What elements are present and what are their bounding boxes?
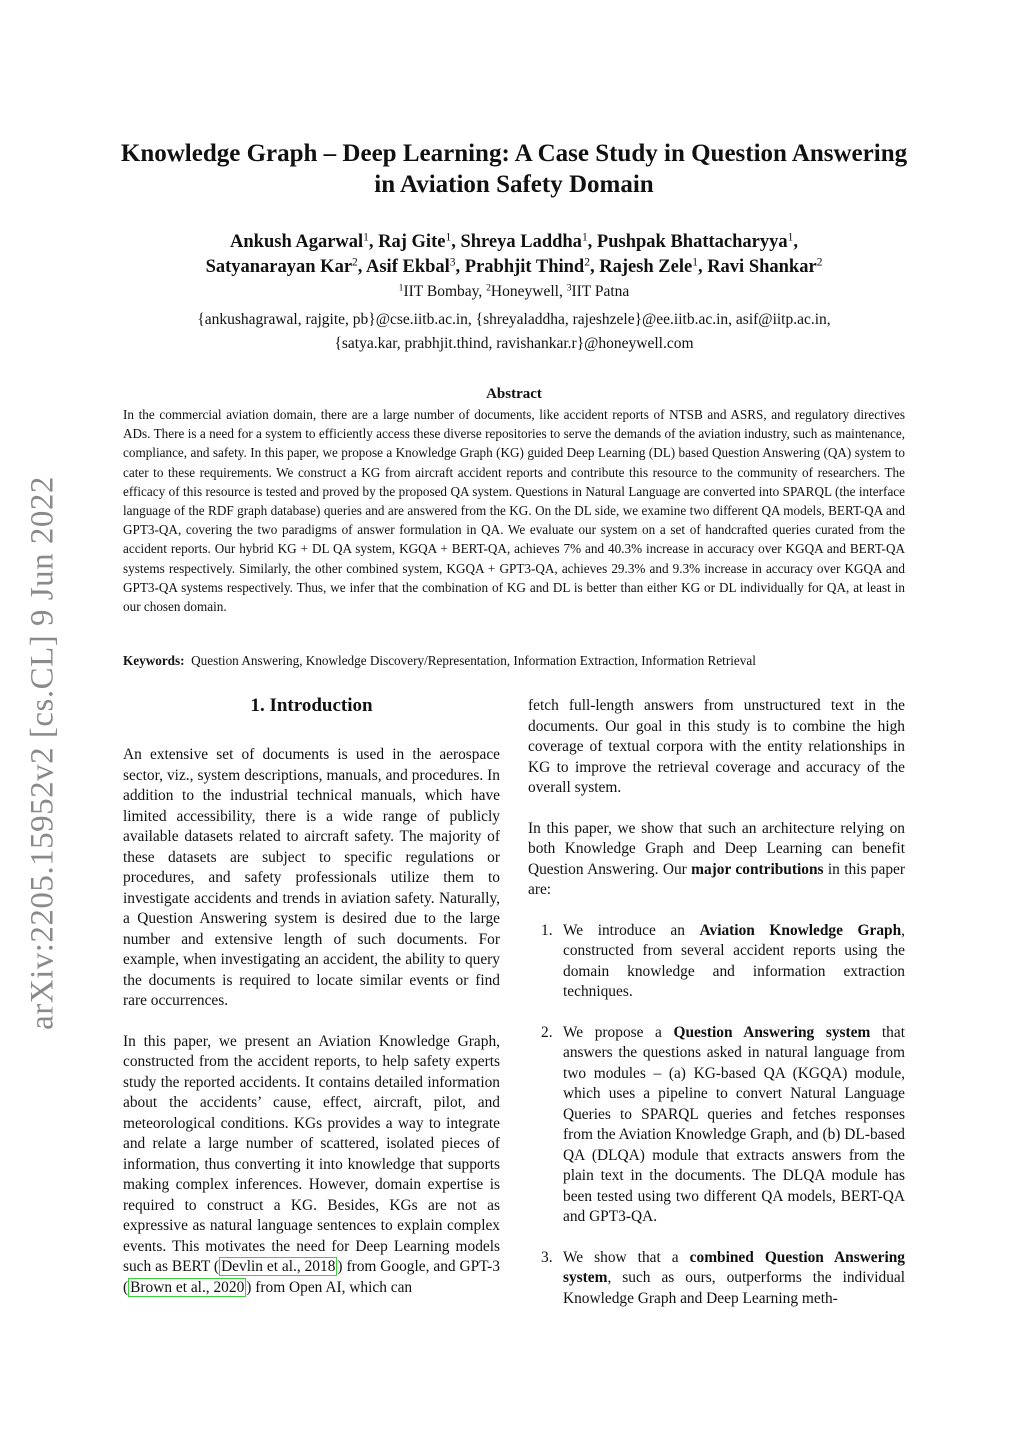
- contribution-emphasis: Aviation Knowledge Graph: [699, 921, 902, 939]
- author-name: Raj Gite: [378, 232, 446, 252]
- author-name: Ankush Agarwal: [230, 232, 364, 252]
- intro-paragraph-4-text: In this paper, we show that such an architecture relying on both Knowledge Graph and Deep Learning can benefit Question Answering. Our: [528, 819, 905, 878]
- intro-paragraph-2-text: from Open AI, which can: [251, 1278, 413, 1296]
- arxiv-identifier-text: arXiv:2205.15952v2 [cs.CL] 9 Jun 2022: [24, 476, 61, 1030]
- keywords-label: Keywords:: [123, 653, 185, 668]
- author-affiliation-mark: 2: [352, 256, 358, 269]
- author-affiliation-mark: 1: [787, 231, 794, 244]
- author-affiliation-mark: 3: [449, 256, 456, 269]
- contribution-text: that answers the questions asked in natural language from two modules – (a) KG-based QA (KGQA) module, which uses a pipeline to convert Natural Language Queries to SPARQL queries and fetches responses from the Aviation Knowledge Graph, and (b) DL-based QA (DLQA) module that extracts answers from the plain text in the documents. The DLQA module has been tested using two different QA models, BERT-QA and GPT3-QA.: [563, 1023, 905, 1225]
- abstract-text: In the commercial aviation domain, there are a large number of documents, like accident reports of NTSB and ASRS, and regulatory directives ADs. There is a need for a system to efficiently access these diverse repositories to serve the demands of the aviation industry, such as maintenance, compliance, and safety. In this paper, we propose a Knowledge Graph (KG) guided Deep Learning (DL) based Question Answering (QA) system to cater to these requirements. We construct a KG from aircraft accident reports and contribute this resource to the community of researchers. The efficacy of this resource is tested and proved by the proposed QA system. Questions in Natural Language are converted into SPARQL (the interface language of the RDF graph database) queries and are answered from the KG. On the DL side, we examine two different QA models, BERT-QA and GPT3-QA, covering the two paradigms of answer formulation in QA. We evaluate our system on a set of handcrafted queries curated from the accident reports. Our hybrid KG + DL QA system, KGQA + BERT-QA, achieves 7% and 40.3% increase in accuracy over KGQA and BERT-QA systems respectively. Similarly, the other combined system, KGQA + GPT3-QA, achieves 29.3% and 9.3% increase in accuracy over KGQA and GPT3-QA systems respectively. Thus, we infer that the combination of KG and DL is better than either KG or DL individually for QA, at least in our chosen domain.: [123, 407, 905, 615]
- contribution-text: , constructed from several accident reports using the domain knowledge and information extraction techniques.: [563, 921, 905, 1000]
- arxiv-identifier: [22, 463, 64, 1043]
- author-name: Prabhjit Thind: [464, 257, 585, 277]
- emails-line-2: {satya.kar, prabhjit.thind, ravishankar.r}@honeywell.com: [334, 335, 694, 352]
- authors-line-2: Satyanarayan Kar$^2$, Asif Ekbal$^3$, Prabhjit Thind$^2$, Rajesh Zele$^1$, Ravi Shankar$^2$: [205, 256, 823, 277]
- author-name: Satyanarayan Kar: [205, 257, 353, 277]
- author-affiliation-mark: 1: [445, 231, 452, 244]
- contribution-text: We show that a: [563, 1248, 690, 1266]
- intro-paragraph-1: An extensive set of documents is used in the aerospace sector, viz., system descriptions, manuals, and procedures. In addition to the industrial technical manuals, which have limited accessibility, there is a wide range of publicly available datasets related to aircraft safety. The majority of these datasets are subject to specific regulations or procedures, and safety professionals utilize them to investigate accidents and trends in aviation safety. Naturally, a Question Answering system is desired due to the large number and extensive length of such documents. For example, when investigating an accident, the ability to query the documents is required to locate similar events or find rare occurrences.: [123, 746, 500, 1009]
- author-name: Pushpak Bhattacharyya: [596, 232, 788, 252]
- author-name: Asif Ekbal: [366, 257, 450, 277]
- citation-link-devlin[interactable]: Devlin et al., 2018: [221, 1258, 336, 1275]
- author-list: [110, 230, 918, 280]
- contribution-item: [528, 1023, 905, 1228]
- affiliation-name: IIT Bombay: [403, 283, 479, 300]
- author-affiliation-mark: 2: [584, 256, 590, 269]
- intro-paragraph-2: In this paper, we present an Aviation Knowledge Graph, constructed from the accident reports, to help safety experts study the reported accidents. It contains detailed information about the accidents’ cause, effect, aircraft, pilot, and meteorological conditions. KGs provides a way to integrate and relate a large number of scattered, isolated pieces of information, thus converting it into knowledge that supports making complex inferences. However, domain expertise is required to construct a KG. Besides, KGs are not as expressive as natural language sentences to explain complex events. This motivates the need for Deep Learning models such as BERT ( Devlin et al., 2018 ) from Google, and GPT-3 ( Brown et al., 2020 ) from Open AI, which can: [123, 1032, 500, 1296]
- intro-paragraph-3: fetch full-length answers from unstructured text in the documents. Our goal in this study is to combine the high coverage of textual corpora with the entity relationships in KG to improve the retrieval coverage and accuracy of the overall system.: [528, 697, 905, 796]
- list-number: 1.: [541, 921, 553, 939]
- left-column: [123, 693, 500, 1318]
- affiliation-number: 2: [486, 282, 491, 294]
- contributions-list: [528, 921, 905, 1310]
- contribution-emphasis: combined Question Answering system: [563, 1248, 905, 1286]
- author-name: Shreya Laddha: [460, 232, 582, 252]
- section-heading-introduction: 1. Introduction: [250, 695, 373, 716]
- author-affiliation-mark: 1: [581, 231, 588, 244]
- intro-paragraph-4-emphasis: major contributions: [691, 860, 824, 878]
- paper-title: Knowledge Graph – Deep Learning: A Case Study in Question Answering in Aviation Safety Domain: [120, 140, 908, 198]
- author-affiliation-mark: 1: [363, 231, 369, 244]
- contribution-text: , such as ours, outperforms the individual Knowledge Graph and Deep Learning meth-: [563, 1269, 905, 1307]
- affiliation-name: Honeywell: [490, 283, 559, 300]
- author-emails: [110, 308, 918, 356]
- affiliation-name: IIT Patna: [571, 283, 630, 300]
- list-number: 2.: [541, 1023, 553, 1041]
- keywords-list: Question Answering, Knowledge Discovery/Representation, Information Extraction, Information Retrieval: [191, 653, 756, 668]
- right-column: [528, 696, 905, 1329]
- affiliations: $^1$IIT Bombay, $^2$Honeywell, $^3$IIT Patna: [398, 282, 630, 300]
- contribution-item: [528, 1248, 905, 1310]
- intro-paragraph-4-text: in this paper are:: [528, 860, 905, 898]
- contribution-item: [528, 921, 905, 1003]
- author-affiliation-mark: 2: [816, 256, 823, 269]
- contribution-emphasis: Question Answering system: [673, 1023, 871, 1041]
- authors-line-1: Ankush Agarwal$^1$, Raj Gite$^1$, Shreya Laddha$^1$, Pushpak Bhattacharyya$^1$,: [230, 231, 798, 252]
- intro-paragraph-4: [528, 819, 905, 901]
- intro-paragraph-2-text: from Google, and GPT-3: [342, 1258, 500, 1275]
- affiliation-number: 1: [398, 282, 404, 294]
- list-number: 3.: [541, 1248, 553, 1266]
- contribution-text: We introduce an: [563, 921, 700, 939]
- keywords: [123, 651, 905, 670]
- citation-link-brown[interactable]: Brown et al., 2020: [130, 1278, 245, 1296]
- abstract-heading: Abstract: [486, 386, 542, 402]
- author-name: Rajesh Zele: [599, 257, 693, 277]
- affiliation-number: 3: [566, 282, 572, 294]
- intro-paragraph-2-text: In this paper, we present an Aviation Knowledge Graph, constructed from the accident reports, to help safety experts study the reported accidents. It contains detailed information about the accidents’ cause, effect, aircraft, pilot, and meteorological conditions. KGs provides a way to integrate and relate a large number of scattered, isolated pieces of information, thus converting it into knowledge that supports making complex inferences. However, domain expertise is required to construct a KG. Besides, KGs are not as expressive as natural language sentences to explain complex events. This motivates the need for Deep Learning models such as BERT: [123, 1032, 500, 1275]
- contribution-text: We propose a: [563, 1023, 674, 1041]
- author-name: Ravi Shankar: [707, 257, 817, 277]
- emails-line-1: {ankushagrawal, rajgite, pb}@cse.iitb.ac.in, {shreyaladdha, rajeshzele}@ee.iitb.ac.in, asif@iitp.ac.in,: [197, 311, 831, 328]
- author-affiliation-mark: 1: [692, 256, 698, 269]
